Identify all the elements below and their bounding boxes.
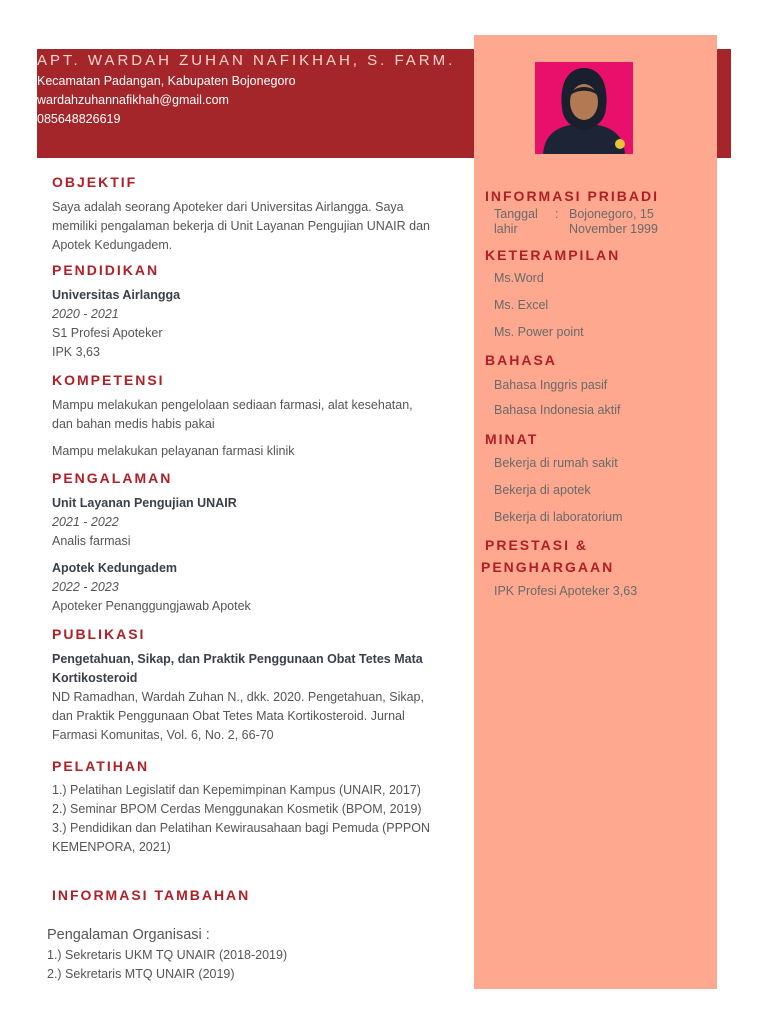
interest-item: Bekerja di laboratorium bbox=[494, 510, 623, 524]
degree-text: S1 Profesi Apoteker bbox=[52, 326, 163, 340]
email-text: wardahzuhannafikhah@gmail.com bbox=[37, 93, 229, 107]
section-heading-informasi-pribadi: INFORMASI PRIBADI bbox=[485, 188, 659, 204]
training-item: 3.) Pendidikan dan Pelatihan Kewirausahaan bagi Pemuda (PPPON bbox=[52, 821, 431, 835]
kompetensi-item: Mampu melakukan pelayanan farmasi klinik bbox=[52, 444, 295, 458]
experience-years: 2022 - 2023 bbox=[52, 580, 119, 594]
section-heading-pengalaman: PENGALAMAN bbox=[52, 470, 173, 486]
section-heading-bahasa: BAHASA bbox=[485, 352, 557, 368]
person-photo-icon bbox=[535, 62, 633, 154]
organisasi-subtitle: Pengalaman Organisasi : bbox=[47, 927, 210, 943]
section-heading-informasi-tambahan: INFORMASI TAMBAHAN bbox=[52, 887, 251, 903]
experience-org: Unit Layanan Pengujian UNAIR bbox=[52, 496, 237, 510]
publication-citation: ND Ramadhan, Wardah Zuhan N., dkk. 2020. Pengetahuan, Sikap, bbox=[52, 690, 424, 704]
experience-entry bbox=[52, 559, 251, 616]
section-heading-objektif: OBJEKTIF bbox=[52, 174, 138, 190]
interest-item: Bekerja di rumah sakit bbox=[494, 456, 618, 470]
birth-label bbox=[494, 207, 538, 237]
kompetensi-line: Mampu melakukan pengelolaan sediaan farmasi, alat kesehatan, bbox=[52, 398, 413, 412]
publication-title: Pengetahuan, Sikap, dan Praktik Penggunaan Obat Tetes Mata bbox=[52, 652, 423, 666]
skill-item: Ms.Word bbox=[494, 271, 544, 285]
kompetensi-line: dan bahan medis habis pakai bbox=[52, 417, 215, 431]
experience-years: 2021 - 2022 bbox=[52, 515, 119, 529]
kompetensi-item bbox=[52, 396, 413, 434]
birth-value-line: November 1999 bbox=[569, 222, 658, 236]
section-heading-pelatihan: PELATIHAN bbox=[52, 758, 150, 774]
address-text: Kecamatan Padangan, Kabupaten Bojonegoro bbox=[37, 74, 296, 88]
birth-label-line: lahir bbox=[494, 222, 518, 236]
objektif-text bbox=[52, 198, 430, 255]
training-item: 1.) Pelatihan Legislatif dan Kepemimpinan Kampus (UNAIR, 2017) bbox=[52, 783, 421, 797]
training-item: KEMENPORA, 2021) bbox=[52, 840, 171, 854]
section-heading-penghargaan: PENGHARGAAN bbox=[481, 559, 615, 575]
experience-entry bbox=[52, 494, 237, 551]
training-item: 2.) Seminar BPOM Cerdas Menggunakan Kosmetik (BPOM, 2019) bbox=[52, 802, 422, 816]
interest-item: Bekerja di apotek bbox=[494, 483, 591, 497]
education-years: 2020 - 2021 bbox=[52, 307, 119, 321]
publication-citation: dan Praktik Penggunaan Obat Tetes Mata Kortikosteroid. Jurnal bbox=[52, 709, 405, 723]
pendidikan-entry bbox=[52, 286, 180, 362]
section-heading-minat: MINAT bbox=[485, 431, 539, 447]
training-list bbox=[52, 781, 430, 857]
language-item: Bahasa Indonesia aktif bbox=[494, 403, 621, 417]
language-item: Bahasa Inggris pasif bbox=[494, 378, 608, 392]
birth-separator: : bbox=[555, 207, 559, 221]
birth-label-line: Tanggal bbox=[494, 207, 538, 221]
organisasi-item: 1.) Sekretaris UKM TQ UNAIR (2018-2019) bbox=[47, 948, 288, 962]
phone-text: 085648826619 bbox=[37, 112, 121, 126]
ipk-text: IPK 3,63 bbox=[52, 345, 100, 359]
section-heading-prestasi: PRESTASI & bbox=[485, 537, 588, 553]
birth-value-line: Bojonegoro, 15 bbox=[569, 207, 654, 221]
profile-photo bbox=[535, 62, 633, 154]
full-name: APT. WARDAH ZUHAN NAFIKHAH, S. FARM. bbox=[37, 52, 456, 69]
organisasi-list bbox=[47, 946, 287, 984]
achievement-item: IPK Profesi Apoteker 3,63 bbox=[494, 584, 638, 598]
section-heading-publikasi: PUBLIKASI bbox=[52, 626, 146, 642]
publication-citation: Farmasi Komunitas, Vol. 6, No. 2, 66-70 bbox=[52, 728, 274, 742]
experience-role: Analis farmasi bbox=[52, 534, 131, 548]
organisasi-item: 2.) Sekretaris MTQ UNAIR (2019) bbox=[47, 967, 235, 981]
experience-org: Apotek Kedungadem bbox=[52, 561, 178, 575]
objektif-line: Saya adalah seorang Apoteker dari Universitas Airlangga. Saya bbox=[52, 200, 404, 214]
section-heading-pendidikan: PENDIDIKAN bbox=[52, 262, 160, 278]
skill-item: Ms. Excel bbox=[494, 298, 549, 312]
skill-item: Ms. Power point bbox=[494, 325, 584, 339]
school-name: Universitas Airlangga bbox=[52, 288, 181, 302]
section-heading-keterampilan: KETERAMPILAN bbox=[485, 247, 621, 263]
publication-title: Kortikosteroid bbox=[52, 671, 138, 685]
birth-value bbox=[569, 207, 658, 237]
objektif-line: memiliki pengalaman bekerja di Unit Layanan Pengujian UNAIR dan bbox=[52, 219, 430, 233]
section-heading-kompetensi: KOMPETENSI bbox=[52, 372, 165, 388]
publication-entry bbox=[52, 650, 424, 745]
experience-role: Apoteker Penanggungjawab Apotek bbox=[52, 599, 251, 613]
objektif-line: Apotek Kedungadem. bbox=[52, 238, 173, 252]
